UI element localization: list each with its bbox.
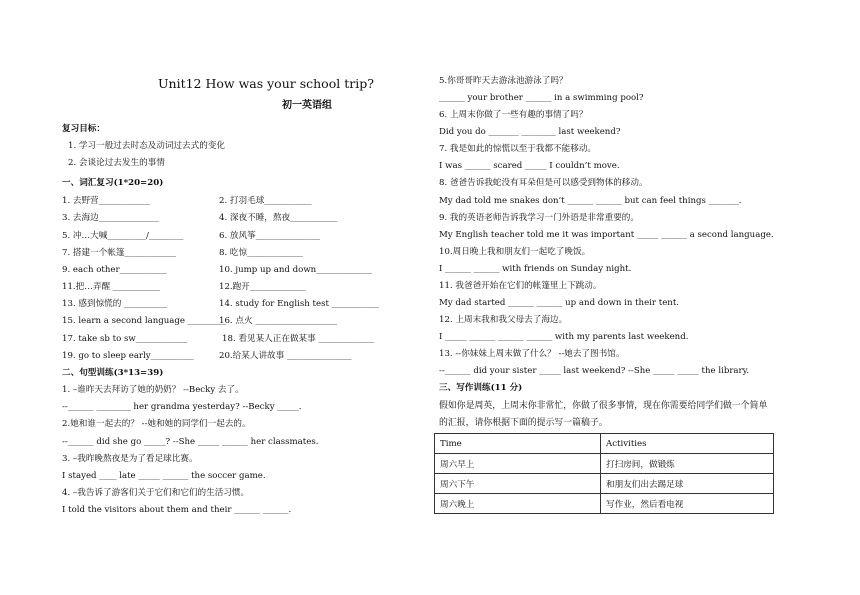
writing-paragraph-line: 假如你是周英，上周末你非常忙，你做了很多事情，现在你需要给同学们做一个简单 (439, 401, 768, 411)
table-row (435, 474, 774, 494)
vocab-heading: 一、词汇复习(1*20=20) (62, 178, 164, 188)
sentence-line: --______ did your sister _____ last weekend? --She _____ _____ the library. (439, 366, 750, 376)
goals-heading: 复习目标： (62, 124, 105, 134)
sentence-line: I was ______ scared _____ I couldn’t move. (439, 161, 620, 171)
sentence-line: My dad started ______ ______ up and down in their tent. (439, 298, 680, 308)
sentence-line: Did you do _______ ________ last weekend? (439, 127, 621, 137)
table-cell-activity: 打扫房间，做锻炼 (601, 454, 774, 474)
vocab-item: 2. 打羽毛球___________ (219, 196, 312, 206)
sentence-line: 5.你哥哥昨天去游泳池游泳了吗？ (439, 76, 568, 86)
sentence-line: --______ did she go _____? --She _____ ______ her classmates. (62, 437, 319, 447)
vocab-item: 3. 去海边______________ (62, 213, 159, 223)
sentence-line: ______ your brother ______ in a swimming pool? (439, 93, 644, 103)
vocab-item: 10. jump up and down_____________ (219, 265, 373, 275)
page-title: Unit12 How was your school trip? (158, 76, 374, 91)
sentence-line: 7. 我是如此的惊慌以至于我都不能移动。 (439, 144, 597, 154)
sentence-line: I _____ ______ ______ ______ with my parents last weekend. (439, 332, 689, 342)
page-subtitle: 初一英语组 (282, 100, 332, 111)
sentence-line: --______ ________ her grandma yesterday? --Becky _____. (62, 402, 302, 412)
activities-table (434, 433, 774, 514)
table-cell-time: 周六晚上 (435, 494, 601, 514)
vocab-item: 18. 看见某人正在做某事 _____________ (222, 334, 375, 344)
writing-paragraph-line: 的汇报，请你根据下面的提示写一篇稿子。 (439, 418, 608, 428)
vocab-item: 1. 去野营____________ (62, 196, 151, 206)
sentence-line: 10.周日晚上我和朋友们一起吃了晚饭。 (439, 247, 591, 257)
vocab-item: 6. 放风筝_______________ (219, 231, 321, 241)
writing-heading: 三、写作训练(11 分) (439, 383, 523, 393)
vocab-item: 9. each other___________ (62, 265, 167, 275)
vocab-item: 14. study for English test ___________ (219, 299, 379, 309)
sentence-line: 1. –谁昨天去拜访了她的奶奶？ --Becky 去了。 (62, 385, 244, 395)
table-header-row (435, 434, 774, 454)
sentence-line: 2.她和谁一起去的？ --她和她的同学们一起去的。 (62, 419, 251, 429)
table-row (435, 494, 774, 514)
table-cell-activity: 和朋友们出去踢足球 (601, 474, 774, 494)
vocab-item: 17. take sb to sw____________ (62, 334, 188, 344)
sentence-line: I stayed ____ late _____ ______ the soccer game. (62, 471, 266, 481)
table-cell-time: 周六早上 (435, 454, 601, 474)
vocab-item: 19. go to sleep early__________ (62, 351, 194, 361)
sentence-heading: 二、句型训练(3*13=39) (62, 368, 164, 378)
vocab-item: 20.给某人讲故事 _______________ (219, 351, 352, 361)
vocab-item: 15. learn a second language _________ (62, 316, 227, 326)
sentence-line: 6. 上周末你做了一些有趣的事情了吗？ (439, 110, 588, 120)
sentence-line: 8. 爸爸告诉我蛇没有耳朵但是可以感受到物体的移动。 (439, 178, 648, 188)
sentence-line: I told the visitors about them and their ______ ______. (62, 505, 292, 515)
sentence-line: 13. --你妹妹上周末做了什么？ --她去了图书馆。 (439, 349, 625, 359)
vocab-item: 11.把…弄醒 ___________ (62, 282, 161, 292)
vocab-item: 5. 冲…大喊_________/________ (62, 231, 184, 241)
vocab-item: 16. 点火 ___________________ (219, 316, 337, 326)
table-cell-activity: 写作业，然后看电视 (601, 494, 774, 514)
sentence-line: I ______ ______ with friends on Sunday night. (439, 264, 632, 274)
table-header-activities: Activities (601, 434, 774, 454)
goal-item: 2. 会谈论过去发生的事情 (68, 158, 165, 168)
table-row (435, 454, 774, 474)
sentence-line: My dad told me snakes don’t ______ ______ but can feel things _______. (439, 196, 742, 206)
vocab-item: 8. 吃惊_____________ (219, 248, 303, 258)
vocab-item: 12.跑开_____________ (219, 282, 306, 292)
sentence-line: 9. 我的英语老师告诉我学习一门外语是非常重要的。 (439, 213, 639, 223)
vocab-item: 7. 搭建一个帐篷____________ (62, 248, 177, 258)
goal-item: 1. 学习一般过去时态及动词过去式的变化 (68, 141, 226, 151)
vocab-item: 13. 感到惊慌的 __________ (62, 299, 168, 309)
table-cell-time: 周六下午 (435, 474, 601, 494)
vocab-item: 4. 深夜不睡，熬夜___________ (219, 213, 338, 223)
sentence-line: 4. –我告诉了游客们关于它们和它们的生活习惯。 (62, 488, 250, 498)
sentence-line: My English teacher told me it was important _____ ______ a second language. (439, 230, 774, 240)
sentence-line: 3. –我昨晚熬夜是为了看足球比赛。 (62, 454, 198, 464)
sentence-line: 12. 上周末我和我父母去了海边。 (439, 315, 568, 325)
sentence-line: 11. 我爸爸开始在它们的帐篷里上下跳动。 (439, 281, 602, 291)
table-header-time: Time (435, 434, 601, 454)
